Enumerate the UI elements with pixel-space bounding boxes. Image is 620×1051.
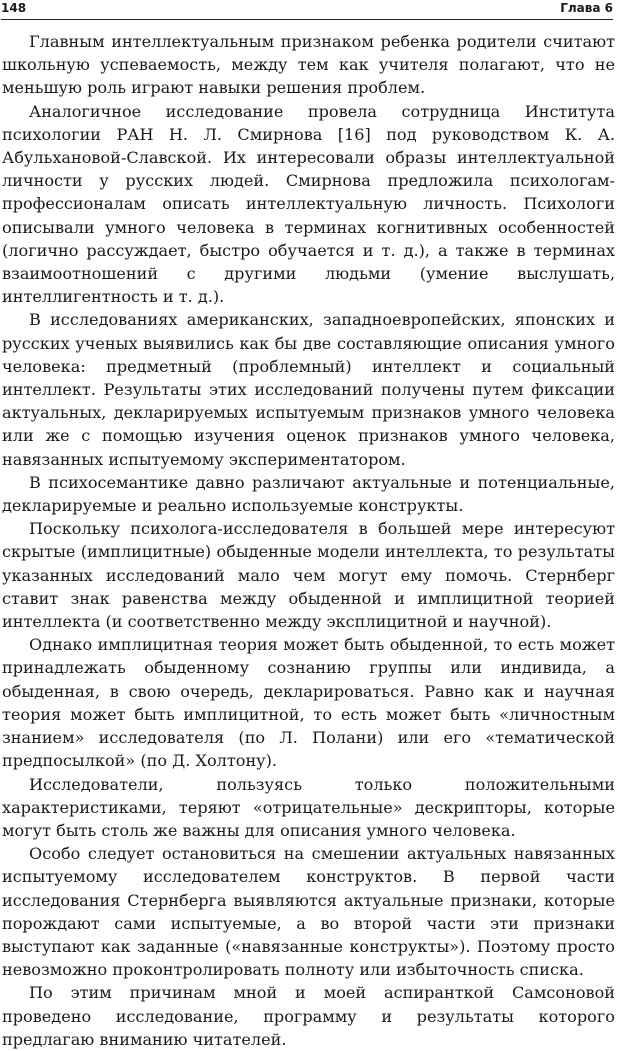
body-text bbox=[2, 30, 615, 1051]
paragraph-negative-descriptors: Исследователи, пользуясь только положительными характеристиками, теряют «отрицательные» дескрипторы, которые могут быть столь же важны для описания умного человека. bbox=[2, 774, 615, 840]
paragraph-two-components: В исследованиях американских, западноевропейских, японских и русских ученых выявились как бы две составляющие описания умного человека: предметный (проблемный) интеллект и социальный интеллект. Результаты этих исследований получены путем фиксации актуальных, декларируемых испытуемым признаков умного человека или же с помощью изучения оценок признаков умного человека, навязанных испытуемому экспериментатором. bbox=[2, 310, 615, 469]
paragraph-implicit-theory: Однако имплицитная теория может быть обыденной, то есть может принадлежать обыденному сознанию группы или индивида, а обыденная, в свою очередь, декларироваться. Равно как и научная теория может быть имплицитной, то есть может быть «личностным знанием» исследователя (по Л. Полани) или его «тематической предпосылкой» (по Д. Холтону). bbox=[2, 635, 615, 771]
chapter-label: Глава 6 bbox=[560, 1, 613, 15]
paragraph-psychosemantics: В психосемантике давно различают актуальные и потенциальные, декларируемые и реально используемые конструкты. bbox=[2, 472, 615, 516]
paragraph-imposed-constructs: Особо следует остановиться на смешении актуальных навязанных испытуемому исследователем конструктов. В первой части исследования Стернберга выявляются актуальные признаки, которые порождают сами испытуемые, а во второй части эти признаки выступают как заданные («навязанные конструкты»). Поэтому просто невозможно проконтролировать полноту или избыточность списка. bbox=[2, 844, 615, 980]
page-number: 148 bbox=[1, 1, 27, 15]
running-header bbox=[1, 0, 613, 20]
paragraph-implicit-models: Поскольку психолога-исследователя в большей мере интересуют скрытые (имплицитные) обыденные модели интеллекта, то результаты указанных исследований мало чем могут ему помочь. Стернберг ставит знак равенства между обыденной и имплицитной теорией интеллекта (и соответственно между эксплицитной и научной). bbox=[2, 519, 615, 632]
paragraph-parent-perception: Главным интеллектуальным признаком ребенка родители считают школьную успеваемость, между тем как учителя полагают, что не меньшую роль играют навыки решения проблем. bbox=[2, 32, 615, 98]
paragraph-own-study: По этим причинам мной и моей аспиранткой Самсоновой проведено исследование, программу и результаты которого предлагаю вниманию читателей. bbox=[2, 983, 615, 1049]
paragraph-smirnova-study: Аналогичное исследование провела сотрудница Института психологии РАН Н. Л. Смирнова [16] под руководством К. А. Абульхановой-Славской. Их интересовали образы интеллектуальной личности у русских людей. Смирнова предложила психологам-профессионалам описать интеллектуальную личность. Психологи описывали умного человека в терминах когнитивных особенностей (логично рассуждает, быстро обучается и т. д.), а также в терминах взаимоотношений с другими людьми (умение выслушать, интеллигентность и т. д.). bbox=[2, 101, 615, 307]
